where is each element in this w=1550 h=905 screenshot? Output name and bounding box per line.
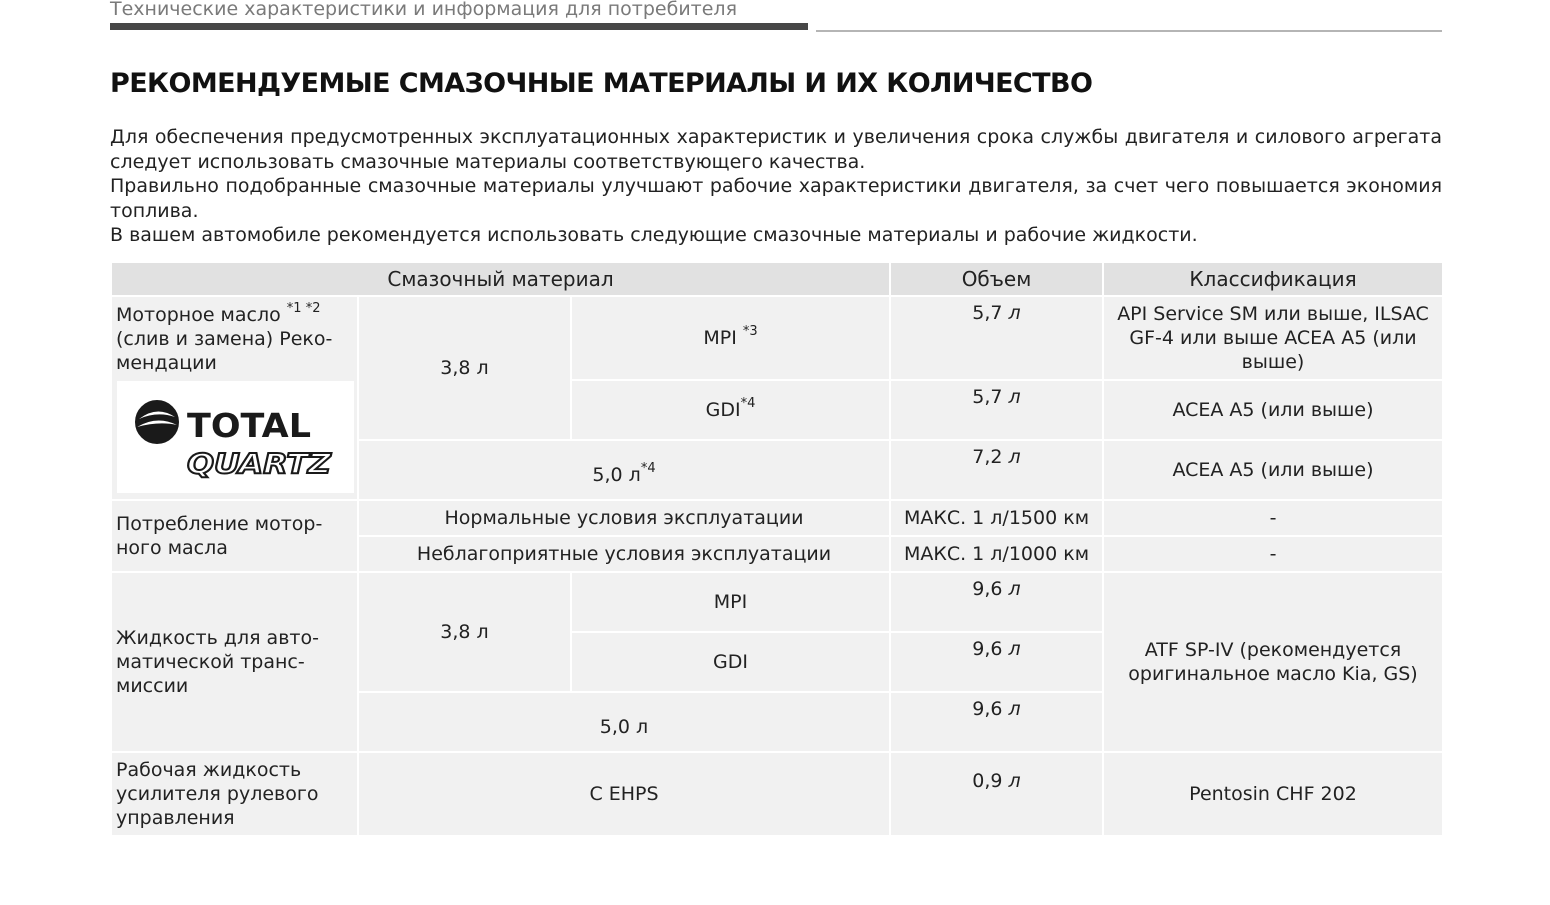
lubricants-table: [110, 261, 1444, 837]
intro-text: [110, 125, 1442, 248]
engine-oil-class-mpi: API Service SM или выше, ILSAC GF-4 или выше ACEA A5 (или выше): [1103, 296, 1443, 380]
total-quartz-logo: [117, 381, 354, 493]
engine-oil-label-rest: (слив и замена) Реко-мендации: [116, 328, 333, 374]
logo-text-total: TOTAL: [187, 406, 311, 445]
atf-vol-50: 9,6 л: [890, 692, 1103, 752]
total-globe-icon: [136, 401, 178, 443]
table-header-row: [111, 262, 1443, 296]
engine-oil-engine-50: 5,0 $л^{*4}$: [358, 440, 890, 500]
power-steering-class: Pentosin CHF 202: [1103, 752, 1443, 836]
atf-engine-38: 3,8 л: [358, 572, 571, 692]
oil-consumption-severe: Неблагоприятные условия эксплуатации: [358, 536, 890, 572]
atf-label: Жидкость для авто-матической транс-миссии: [111, 572, 358, 752]
engine-oil-class-50: ACEA A5 (или выше): [1103, 440, 1443, 500]
engine-oil-gdi: GDI$^{*4}$: [571, 380, 890, 440]
mpi-sup: *3: [742, 323, 758, 339]
power-steering-vol: 0,9 л: [890, 752, 1103, 836]
table-row: [111, 296, 1443, 380]
atf-engine-50: 5,0 л: [358, 692, 890, 752]
power-steering-type: С EHPS: [358, 752, 890, 836]
atf-mpi: MPI: [571, 572, 890, 632]
table-row: [111, 752, 1443, 836]
logo-text-quartz: QUARTZ: [187, 447, 332, 480]
engine-oil-mpi: MPI $^{*3}$: [571, 296, 890, 380]
header-bar-light: [816, 30, 1442, 32]
oil-consumption-label: Потребление мотор-ного масла: [111, 500, 358, 572]
atf-vol-gdi: 9,6 л: [890, 632, 1103, 692]
intro-paragraph-1: Для обеспечения предусмотренных эксплуатационных характеристик и увеличения срока службы двигателя и силового агрегата следует использовать смазочные материалы соответствующего качества.: [110, 126, 1442, 173]
engine-oil-class-gdi: ACEA A5 (или выше): [1103, 380, 1443, 440]
engine-oil-label: Моторное масло: [116, 304, 281, 326]
engine-oil-vol-50: 7,2 л: [890, 440, 1103, 500]
engine-oil-vol-gdi: 5,7 л: [890, 380, 1103, 440]
header-volume: Объем: [890, 262, 1103, 296]
intro-paragraph-3: В вашем автомобиле рекомендуется использовать следующие смазочные материалы и рабочие жидкости.: [110, 224, 1198, 246]
section-label: Технические характеристики и информация для потребителя: [110, 0, 738, 20]
engine-oil-engine-38: 3,8 л: [358, 296, 571, 440]
oil-consumption-class-severe: -: [1103, 536, 1443, 572]
oil-consumption-vol-normal: МАКС. 1 л/1500 км: [890, 500, 1103, 536]
section-header: [110, 0, 1442, 34]
header-lubricant: Смазочный материал: [111, 262, 890, 296]
page-title: РЕКОМЕНДУЕМЫЕ СМАЗОЧНЫЕ МАТЕРИАЛЫ И ИХ КОЛИЧЕСТВО: [110, 68, 1093, 99]
table-row: [111, 572, 1443, 632]
engine-oil-label-cell: [111, 296, 358, 500]
atf-gdi: GDI: [571, 632, 890, 692]
oil-consumption-class-normal: -: [1103, 500, 1443, 536]
engine-oil-vol-mpi: 5,7 л: [890, 296, 1103, 380]
oil-consumption-vol-severe: МАКС. 1 л/1000 км: [890, 536, 1103, 572]
engine-oil-label-sup: *1 *2: [286, 300, 321, 316]
oil-consumption-normal: Нормальные условия эксплуатации: [358, 500, 890, 536]
engine-50-sup: *4: [640, 460, 656, 476]
power-steering-label: Рабочая жидкость усилителя рулевого управления: [111, 752, 358, 836]
intro-paragraph-2: Правильно подобранные смазочные материалы улучшают рабочие характеристики двигателя, за счет чего повышается экономия топлива.: [110, 175, 1442, 222]
atf-vol-mpi: 9,6 л: [890, 572, 1103, 632]
header-classification: Классификация: [1103, 262, 1443, 296]
table-row: [111, 500, 1443, 536]
header-bar-dark: [110, 23, 808, 30]
atf-class: ATF SP-IV (рекомендуется оригинальное масло Kia, GS): [1103, 572, 1443, 752]
gdi-sup: *4: [740, 395, 756, 411]
